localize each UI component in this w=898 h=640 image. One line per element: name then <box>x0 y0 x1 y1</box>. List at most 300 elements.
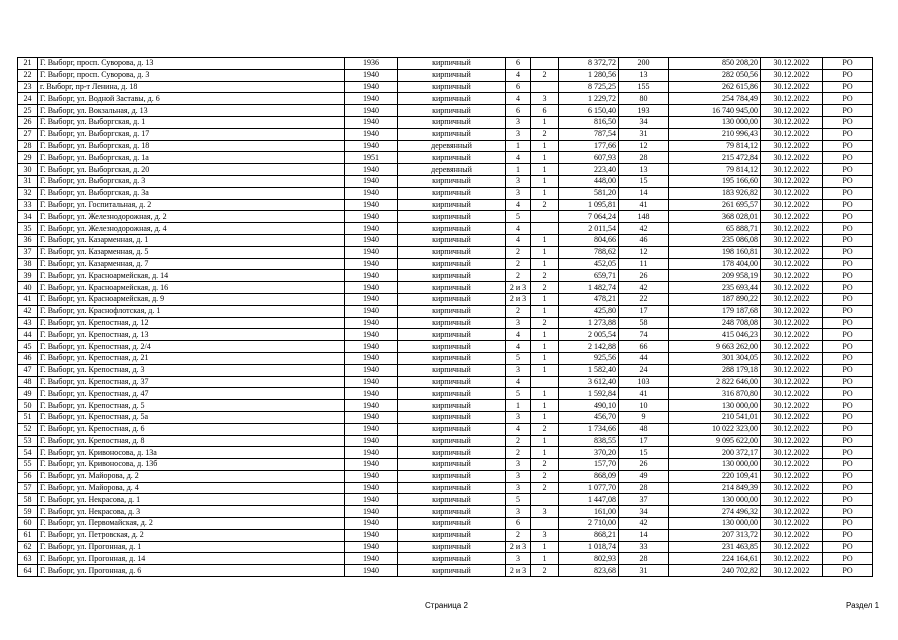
area-cell: 838,55 <box>559 435 619 447</box>
count-cell: 42 <box>619 282 669 294</box>
area-cell: 8 725,25 <box>559 81 619 93</box>
address-cell: Г. Выборг, ул. Майорова, д. 2 <box>38 470 345 482</box>
cost-cell: 261 695,57 <box>669 199 761 211</box>
method-cell: РО <box>823 435 873 447</box>
count-cell: 31 <box>619 128 669 140</box>
floors-cell: 2 <box>506 246 531 258</box>
area-cell: 868,09 <box>559 470 619 482</box>
material-cell: кирпичный <box>398 305 506 317</box>
floors-cell: 3 <box>506 506 531 518</box>
row-number: 45 <box>18 341 38 353</box>
address-cell: Г. Выборг, ул. Железнодорожная, д. 2 <box>38 211 345 223</box>
cost-cell: 248 708,08 <box>669 317 761 329</box>
method-cell: РО <box>823 93 873 105</box>
cost-cell: 79 814,12 <box>669 140 761 152</box>
area-cell: 157,70 <box>559 459 619 471</box>
table-row <box>18 470 873 482</box>
material-cell: кирпичный <box>398 270 506 282</box>
row-number: 32 <box>18 187 38 199</box>
floors-cell: 2 <box>506 529 531 541</box>
area-cell: 823,68 <box>559 565 619 577</box>
count-cell: 26 <box>619 270 669 282</box>
date-cell: 30.12.2022 <box>761 470 823 482</box>
cost-cell: 187 890,22 <box>669 293 761 305</box>
entrances-cell: 1 <box>531 364 559 376</box>
address-cell: Г. Выборг, ул. Крепостная, д. 13 <box>38 329 345 341</box>
date-cell: 30.12.2022 <box>761 435 823 447</box>
entrances-cell: 1 <box>531 293 559 305</box>
year-cell: 1940 <box>345 282 398 294</box>
address-cell: Г. Выборг, ул. Некрасова, д. 1 <box>38 494 345 506</box>
method-cell: РО <box>823 223 873 235</box>
area-cell: 2 142,88 <box>559 341 619 353</box>
count-cell: 193 <box>619 105 669 117</box>
method-cell: РО <box>823 447 873 459</box>
material-cell: кирпичный <box>398 282 506 294</box>
cost-cell: 207 313,72 <box>669 529 761 541</box>
material-cell: кирпичный <box>398 246 506 258</box>
year-cell: 1940 <box>345 128 398 140</box>
address-cell: Г. Выборг, ул. Красноармейская, д. 14 <box>38 270 345 282</box>
address-cell: Г. Выборг, ул. Крепостная, д. 12 <box>38 317 345 329</box>
year-cell: 1940 <box>345 459 398 471</box>
method-cell: РО <box>823 470 873 482</box>
row-number: 24 <box>18 93 38 105</box>
address-cell: Г. Выборг, ул. Крепостная, д. 6 <box>38 423 345 435</box>
area-cell: 607,93 <box>559 152 619 164</box>
method-cell: РО <box>823 553 873 565</box>
year-cell: 1940 <box>345 199 398 211</box>
area-cell: 1 018,74 <box>559 541 619 553</box>
floors-cell: 4 <box>506 223 531 235</box>
date-cell: 30.12.2022 <box>761 234 823 246</box>
material-cell: кирпичный <box>398 258 506 270</box>
table-row <box>18 199 873 211</box>
row-number: 43 <box>18 317 38 329</box>
count-cell: 46 <box>619 234 669 246</box>
entrances-cell: 6 <box>531 105 559 117</box>
year-cell: 1940 <box>345 305 398 317</box>
method-cell: РО <box>823 482 873 494</box>
address-cell: Г. Выборг, просп. Суворова, д. 3 <box>38 69 345 81</box>
table-row <box>18 258 873 270</box>
method-cell: РО <box>823 541 873 553</box>
table-row <box>18 305 873 317</box>
method-cell: РО <box>823 69 873 81</box>
entrances-cell: 3 <box>531 529 559 541</box>
table-row <box>18 388 873 400</box>
cost-cell: 209 958,19 <box>669 270 761 282</box>
material-cell: кирпичный <box>398 400 506 412</box>
cost-cell: 65 888,71 <box>669 223 761 235</box>
cost-cell: 130 000,00 <box>669 116 761 128</box>
material-cell: кирпичный <box>398 494 506 506</box>
entrances-cell: 2 <box>531 282 559 294</box>
row-number: 30 <box>18 164 38 176</box>
material-cell: кирпичный <box>398 199 506 211</box>
floors-cell: 3 <box>506 411 531 423</box>
year-cell: 1940 <box>345 81 398 93</box>
table-row <box>18 105 873 117</box>
address-cell: Г. Выборг, ул. Петровская, д. 2 <box>38 529 345 541</box>
entrances-cell: 2 <box>531 69 559 81</box>
row-number: 26 <box>18 116 38 128</box>
row-number: 62 <box>18 541 38 553</box>
count-cell: 14 <box>619 529 669 541</box>
floors-cell: 4 <box>506 199 531 211</box>
year-cell: 1940 <box>345 341 398 353</box>
count-cell: 42 <box>619 223 669 235</box>
floors-cell: 5 <box>506 388 531 400</box>
year-cell: 1940 <box>345 352 398 364</box>
material-cell: кирпичный <box>398 58 506 70</box>
material-cell: кирпичный <box>398 81 506 93</box>
date-cell: 30.12.2022 <box>761 305 823 317</box>
method-cell: РО <box>823 400 873 412</box>
date-cell: 30.12.2022 <box>761 152 823 164</box>
floors-cell: 2 <box>506 435 531 447</box>
cost-cell: 195 166,60 <box>669 175 761 187</box>
row-number: 52 <box>18 423 38 435</box>
table-row <box>18 400 873 412</box>
cost-cell: 240 702,82 <box>669 565 761 577</box>
address-cell: Г. Выборг, ул. Выборгская, д. 20 <box>38 164 345 176</box>
address-cell: Г. Выборг, ул. Крепостная, д. 2/4 <box>38 341 345 353</box>
address-cell: Г. Выборг, ул. Госпитальная, д. 2 <box>38 199 345 211</box>
cost-cell: 215 472,84 <box>669 152 761 164</box>
year-cell: 1940 <box>345 541 398 553</box>
row-number: 38 <box>18 258 38 270</box>
entrances-cell: 2 <box>531 128 559 140</box>
row-number: 22 <box>18 69 38 81</box>
area-cell: 161,00 <box>559 506 619 518</box>
area-cell: 223,40 <box>559 164 619 176</box>
material-cell: кирпичный <box>398 128 506 140</box>
date-cell: 30.12.2022 <box>761 541 823 553</box>
row-number: 35 <box>18 223 38 235</box>
floors-cell: 2 <box>506 447 531 459</box>
area-cell: 3 612,40 <box>559 376 619 388</box>
count-cell: 24 <box>619 364 669 376</box>
entrances-cell: 1 <box>531 352 559 364</box>
date-cell: 30.12.2022 <box>761 553 823 565</box>
floors-cell: 4 <box>506 329 531 341</box>
count-cell: 41 <box>619 388 669 400</box>
count-cell: 37 <box>619 494 669 506</box>
year-cell: 1936 <box>345 58 398 70</box>
table-row <box>18 411 873 423</box>
material-cell: кирпичный <box>398 105 506 117</box>
cost-cell: 183 926,82 <box>669 187 761 199</box>
area-cell: 1 734,66 <box>559 423 619 435</box>
address-cell: Г. Выборг, ул. Красноармейская, д. 16 <box>38 282 345 294</box>
cost-cell: 16 740 945,00 <box>669 105 761 117</box>
count-cell: 12 <box>619 140 669 152</box>
method-cell: РО <box>823 116 873 128</box>
method-cell: РО <box>823 175 873 187</box>
table-row <box>18 282 873 294</box>
table-row <box>18 128 873 140</box>
cost-cell: 200 372,17 <box>669 447 761 459</box>
cost-cell: 235 693,44 <box>669 282 761 294</box>
area-cell: 788,62 <box>559 246 619 258</box>
year-cell: 1940 <box>345 435 398 447</box>
entrances-cell: 1 <box>531 187 559 199</box>
floors-cell: 6 <box>506 58 531 70</box>
date-cell: 30.12.2022 <box>761 317 823 329</box>
year-cell: 1940 <box>345 529 398 541</box>
row-number: 37 <box>18 246 38 258</box>
method-cell: РО <box>823 518 873 530</box>
row-number: 33 <box>18 199 38 211</box>
area-cell: 2 005,54 <box>559 329 619 341</box>
material-cell: кирпичный <box>398 211 506 223</box>
date-cell: 30.12.2022 <box>761 447 823 459</box>
floors-cell: 1 <box>506 140 531 152</box>
table-row <box>18 69 873 81</box>
date-cell: 30.12.2022 <box>761 211 823 223</box>
address-cell: Г. Выборг, просп. Суворова, д. 13 <box>38 58 345 70</box>
year-cell: 1940 <box>345 388 398 400</box>
year-cell: 1940 <box>345 69 398 81</box>
address-cell: Г. Выборг, ул. Казарменная, д. 7 <box>38 258 345 270</box>
table-row <box>18 364 873 376</box>
year-cell: 1940 <box>345 270 398 282</box>
address-cell: Г. Выборг, ул. Прогонная, д. 1 <box>38 541 345 553</box>
material-cell: кирпичный <box>398 470 506 482</box>
entrances-cell: 1 <box>531 116 559 128</box>
year-cell: 1940 <box>345 494 398 506</box>
count-cell: 17 <box>619 305 669 317</box>
method-cell: РО <box>823 411 873 423</box>
year-cell: 1940 <box>345 518 398 530</box>
area-cell: 1 280,56 <box>559 69 619 81</box>
count-cell: 13 <box>619 164 669 176</box>
date-cell: 30.12.2022 <box>761 376 823 388</box>
section-label: Раздел 1 <box>846 601 880 610</box>
row-number: 23 <box>18 81 38 93</box>
area-cell: 490,10 <box>559 400 619 412</box>
housing-table <box>17 57 873 577</box>
entrances-cell: 1 <box>531 341 559 353</box>
table-row <box>18 234 873 246</box>
entrances-cell: 2 <box>531 423 559 435</box>
year-cell: 1940 <box>345 116 398 128</box>
material-cell: деревянный <box>398 140 506 152</box>
year-cell: 1940 <box>345 246 398 258</box>
material-cell: кирпичный <box>398 329 506 341</box>
method-cell: РО <box>823 105 873 117</box>
year-cell: 1940 <box>345 447 398 459</box>
cost-cell: 179 187,68 <box>669 305 761 317</box>
address-cell: Г. Выборг, ул. Крепостная, д. 5а <box>38 411 345 423</box>
method-cell: РО <box>823 128 873 140</box>
floors-cell: 2 и 3 <box>506 293 531 305</box>
year-cell: 1940 <box>345 234 398 246</box>
floors-cell: 3 <box>506 317 531 329</box>
count-cell: 49 <box>619 470 669 482</box>
row-number: 21 <box>18 58 38 70</box>
cost-cell: 79 814,12 <box>669 164 761 176</box>
row-number: 25 <box>18 105 38 117</box>
method-cell: РО <box>823 506 873 518</box>
year-cell: 1940 <box>345 317 398 329</box>
count-cell: 22 <box>619 293 669 305</box>
count-cell: 200 <box>619 58 669 70</box>
address-cell: Г. Выборг, ул. Краснофлотская, д. 1 <box>38 305 345 317</box>
date-cell: 30.12.2022 <box>761 506 823 518</box>
floors-cell: 2 и 3 <box>506 282 531 294</box>
method-cell: РО <box>823 58 873 70</box>
date-cell: 30.12.2022 <box>761 494 823 506</box>
cost-cell: 2 822 646,00 <box>669 376 761 388</box>
cost-cell: 210 541,01 <box>669 411 761 423</box>
cost-cell: 9 663 262,00 <box>669 341 761 353</box>
floors-cell: 1 <box>506 164 531 176</box>
method-cell: РО <box>823 246 873 258</box>
count-cell: 66 <box>619 341 669 353</box>
table-row <box>18 187 873 199</box>
entrances-cell: 3 <box>531 93 559 105</box>
area-cell: 1 077,70 <box>559 482 619 494</box>
address-cell: Г. Выборг, ул. Кривоносова, д. 13б <box>38 459 345 471</box>
table-row <box>18 140 873 152</box>
area-cell: 7 064,24 <box>559 211 619 223</box>
floors-cell: 3 <box>506 482 531 494</box>
floors-cell: 5 <box>506 494 531 506</box>
method-cell: РО <box>823 423 873 435</box>
date-cell: 30.12.2022 <box>761 140 823 152</box>
table-row <box>18 116 873 128</box>
year-cell: 1940 <box>345 329 398 341</box>
floors-cell: 6 <box>506 518 531 530</box>
row-number: 46 <box>18 352 38 364</box>
method-cell: РО <box>823 211 873 223</box>
material-cell: кирпичный <box>398 529 506 541</box>
floors-cell: 4 <box>506 93 531 105</box>
cost-cell: 274 496,32 <box>669 506 761 518</box>
method-cell: РО <box>823 459 873 471</box>
table-row <box>18 152 873 164</box>
date-cell: 30.12.2022 <box>761 400 823 412</box>
count-cell: 13 <box>619 69 669 81</box>
page-number: Страница 2 <box>425 601 468 610</box>
date-cell: 30.12.2022 <box>761 459 823 471</box>
floors-cell: 4 <box>506 423 531 435</box>
address-cell: Г. Выборг, ул. Крепостная, д. 47 <box>38 388 345 400</box>
material-cell: кирпичный <box>398 506 506 518</box>
table-row <box>18 81 873 93</box>
area-cell: 868,21 <box>559 529 619 541</box>
material-cell: кирпичный <box>398 352 506 364</box>
count-cell: 28 <box>619 553 669 565</box>
entrances-cell: 1 <box>531 234 559 246</box>
area-cell: 816,50 <box>559 116 619 128</box>
floors-cell: 2 и 3 <box>506 541 531 553</box>
address-cell: Г. Выборг, ул. Выборгская, д. 1 <box>38 116 345 128</box>
count-cell: 34 <box>619 506 669 518</box>
material-cell: кирпичный <box>398 376 506 388</box>
entrances-cell <box>531 81 559 93</box>
method-cell: РО <box>823 282 873 294</box>
material-cell: кирпичный <box>398 423 506 435</box>
cost-cell: 9 095 622,00 <box>669 435 761 447</box>
cost-cell: 178 404,00 <box>669 258 761 270</box>
floors-cell: 2 <box>506 258 531 270</box>
row-number: 64 <box>18 565 38 577</box>
area-cell: 925,56 <box>559 352 619 364</box>
address-cell: Г. Выборг, ул. Выборгская, д. 18 <box>38 140 345 152</box>
floors-cell: 4 <box>506 376 531 388</box>
area-cell: 448,00 <box>559 175 619 187</box>
address-cell: Г. Выборг, ул. Первомайская, д. 2 <box>38 518 345 530</box>
address-cell: Г. Выборг, ул. Железнодорожная, д. 4 <box>38 223 345 235</box>
entrances-cell: 2 <box>531 470 559 482</box>
count-cell: 11 <box>619 258 669 270</box>
year-cell: 1940 <box>345 411 398 423</box>
address-cell: Г. Выборг, ул. Выборгская, д. 3 <box>38 175 345 187</box>
area-cell: 1 447,08 <box>559 494 619 506</box>
area-cell: 370,20 <box>559 447 619 459</box>
area-cell: 1 273,88 <box>559 317 619 329</box>
entrances-cell <box>531 494 559 506</box>
table-row <box>18 93 873 105</box>
entrances-cell: 1 <box>531 400 559 412</box>
entrances-cell: 1 <box>531 541 559 553</box>
table-row <box>18 435 873 447</box>
row-number: 31 <box>18 175 38 187</box>
date-cell: 30.12.2022 <box>761 518 823 530</box>
address-cell: Г. Выборг, ул. Выборгская, д. 17 <box>38 128 345 140</box>
floors-cell: 6 <box>506 81 531 93</box>
cost-cell: 316 870,80 <box>669 388 761 400</box>
count-cell: 14 <box>619 187 669 199</box>
date-cell: 30.12.2022 <box>761 164 823 176</box>
entrances-cell: 1 <box>531 553 559 565</box>
date-cell: 30.12.2022 <box>761 81 823 93</box>
date-cell: 30.12.2022 <box>761 341 823 353</box>
date-cell: 30.12.2022 <box>761 293 823 305</box>
date-cell: 30.12.2022 <box>761 128 823 140</box>
entrances-cell: 2 <box>531 459 559 471</box>
year-cell: 1940 <box>345 223 398 235</box>
year-cell: 1940 <box>345 93 398 105</box>
address-cell: Г. Выборг, ул. Крепостная, д. 8 <box>38 435 345 447</box>
cost-cell: 214 849,39 <box>669 482 761 494</box>
cost-cell: 415 046,23 <box>669 329 761 341</box>
floors-cell: 4 <box>506 69 531 81</box>
table-row <box>18 565 873 577</box>
method-cell: РО <box>823 529 873 541</box>
year-cell: 1940 <box>345 293 398 305</box>
row-number: 56 <box>18 470 38 482</box>
material-cell: кирпичный <box>398 447 506 459</box>
floors-cell: 3 <box>506 459 531 471</box>
year-cell: 1940 <box>345 506 398 518</box>
date-cell: 30.12.2022 <box>761 116 823 128</box>
count-cell: 74 <box>619 329 669 341</box>
date-cell: 30.12.2022 <box>761 93 823 105</box>
date-cell: 30.12.2022 <box>761 175 823 187</box>
cost-cell: 224 164,61 <box>669 553 761 565</box>
table-row <box>18 518 873 530</box>
year-cell: 1940 <box>345 553 398 565</box>
address-cell: Г. Выборг, ул. Крепостная, д. 3 <box>38 364 345 376</box>
floors-cell: 3 <box>506 128 531 140</box>
date-cell: 30.12.2022 <box>761 388 823 400</box>
count-cell: 58 <box>619 317 669 329</box>
count-cell: 80 <box>619 93 669 105</box>
